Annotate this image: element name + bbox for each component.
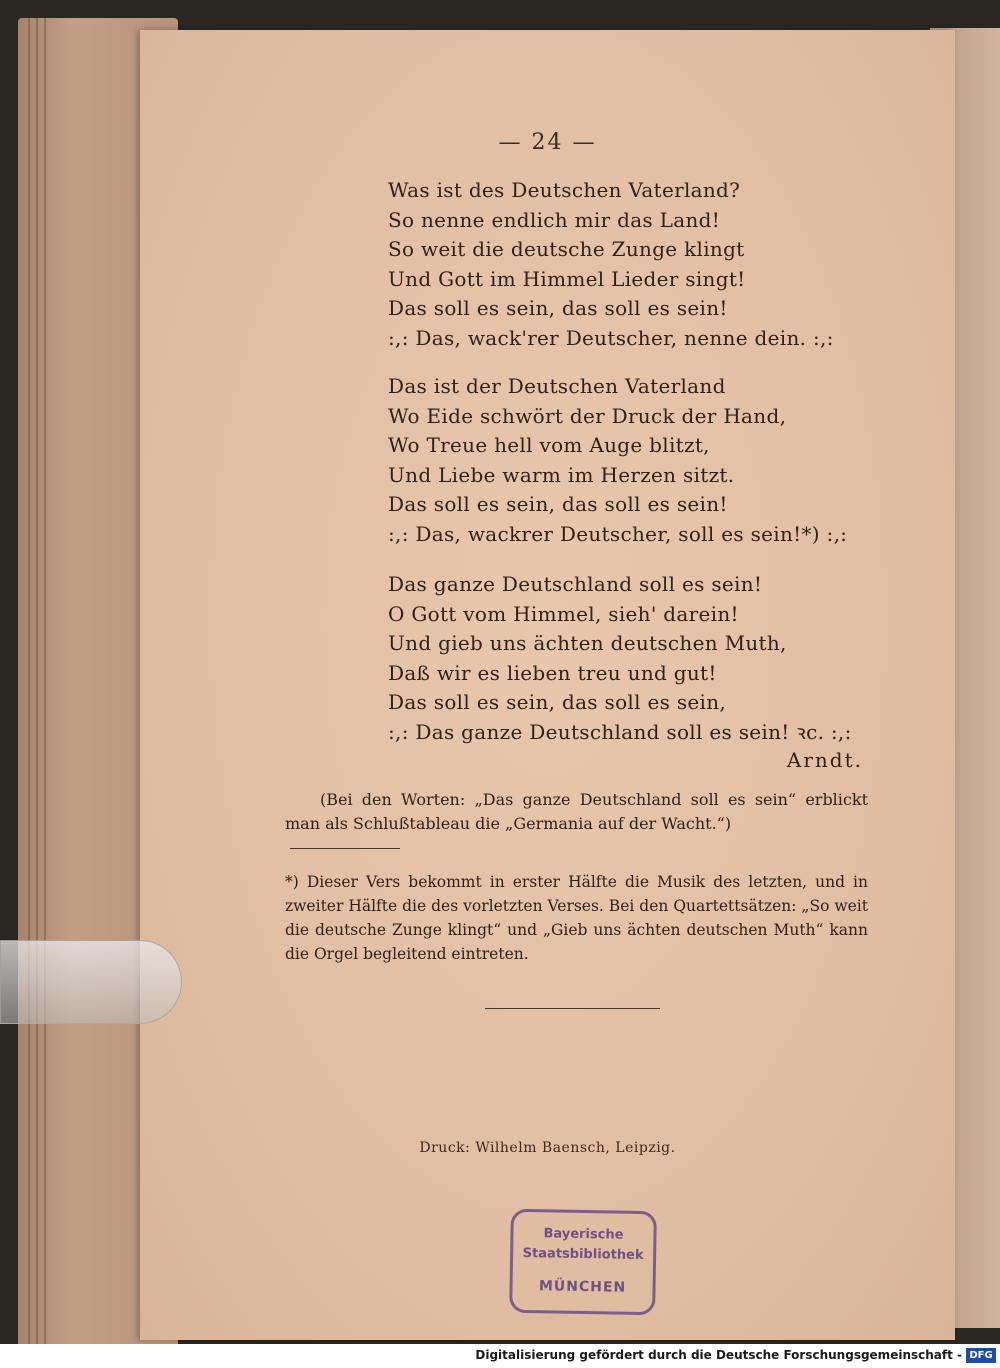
verse-line: O Gott vom Himmel, sieh' darein!: [388, 601, 739, 626]
stanza-2: [388, 372, 847, 550]
verse-line: Das ist der Deutschen Vaterland: [388, 374, 726, 398]
verse-line: Wo Treue hell vom Auge blitzt,: [388, 433, 710, 458]
stamp-line: Staatsbibliothek: [522, 1245, 644, 1264]
verse-line: Und Liebe warm im Herzen sitzt.: [388, 462, 735, 487]
end-rule: [485, 1008, 660, 1009]
printer-imprint: Druck: Wilhelm Baensch, Leipzig.: [419, 1140, 676, 1156]
verse-line: Das ganze Deutschland soll es sein!: [388, 572, 763, 596]
verse-line: Das soll es sein, das soll es sein!: [388, 492, 728, 517]
footnote-rule: [290, 848, 400, 849]
verse-line: Daß wir es lieben treu und gut!: [388, 660, 717, 685]
credit-text: Digitalisierung gefördert durch die Deutsche Forschungsgemeinschaft -: [475, 1348, 962, 1362]
author-name: Arndt.: [786, 748, 863, 772]
library-stamp: [509, 1209, 657, 1316]
verse-line: Was ist des Deutschen Vaterland?: [388, 178, 741, 202]
stage-note-text: (Bei den Worten: „Das ganze Deutschland soll es sein“ erblickt man als Schlußtableau die „Germania auf der Wacht.“): [285, 790, 868, 833]
footnote-text: *) Dieser Vers bekommt in erster Hälfte die Musik des letzten, und in zweiter Hälfte die des vorletzten Verses. Bei den Quartettsätzen: „So weit die deutsche Zunge klingt“ und „Gieb uns ächten deutschen Muth“ kann die Orgel begleitend eintreten.: [285, 873, 868, 963]
book-page: [140, 30, 955, 1340]
dfg-logo: DFG: [966, 1348, 996, 1363]
verse-line: :,: Das, wack'rer Deutscher, nenne dein. :,:: [388, 325, 834, 350]
stamp-line: MÜNCHEN: [538, 1278, 627, 1296]
page-clip: [0, 940, 182, 1024]
page-number: — 24 —: [498, 130, 597, 155]
verse-line: So nenne endlich mir das Land!: [388, 207, 721, 232]
verse-line: Das soll es sein, das soll es sein,: [388, 690, 727, 715]
verse-line: Das soll es sein, das soll es sein!: [388, 296, 728, 321]
footnote: [285, 870, 868, 966]
stage-note: [285, 788, 868, 836]
verse-line: Wo Eide schwört der Druck der Hand,: [388, 403, 787, 428]
verse-line: So weit die deutsche Zunge klingt: [388, 237, 745, 262]
stanza-1: [388, 176, 834, 354]
verse-line: Und gieb uns ächten deutschen Muth,: [388, 631, 787, 656]
verse-line: :,: Das ganze Deutschland soll es sein! ꝛc. :,:: [388, 719, 852, 744]
stanza-3: [388, 570, 852, 748]
stamp-line: Bayerische: [543, 1226, 624, 1243]
verse-line: Und Gott im Himmel Lieder singt!: [388, 266, 746, 291]
verse-line: :,: Das, wackrer Deutscher, soll es sein!*) :,:: [388, 521, 848, 546]
credit-bar: [0, 1344, 1000, 1368]
